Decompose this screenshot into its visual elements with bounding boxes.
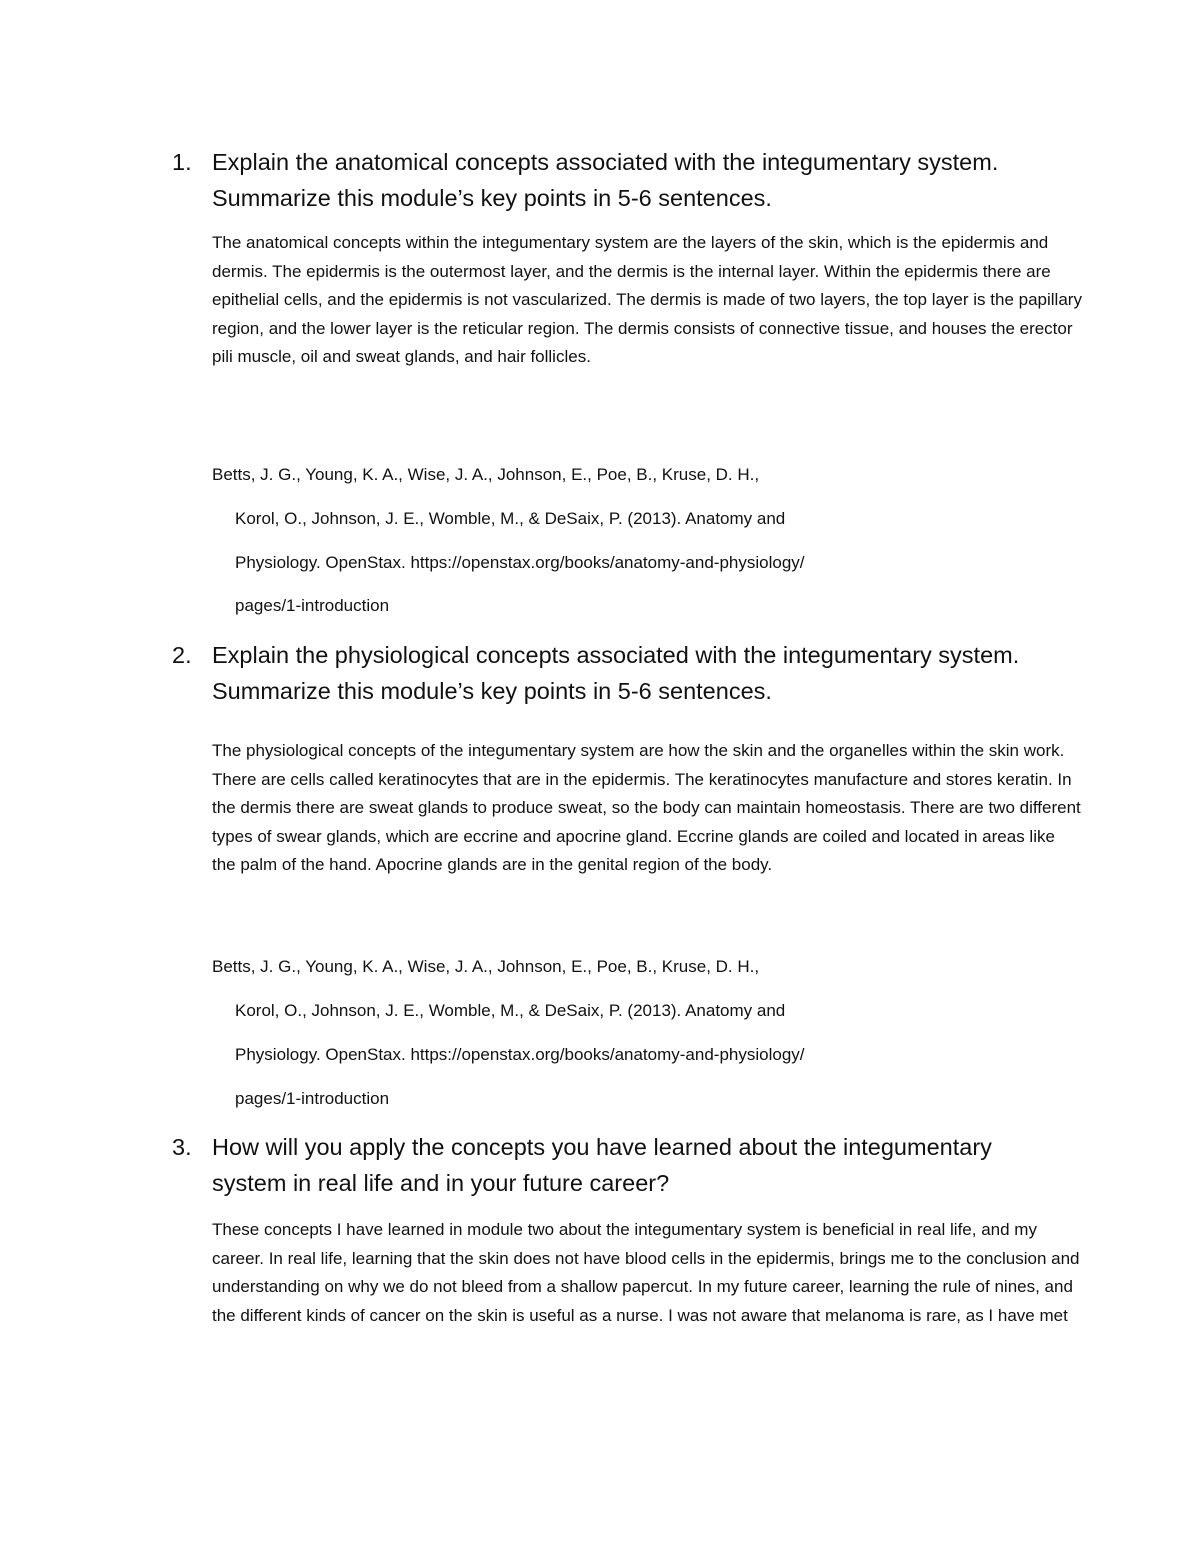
citation-2-line-1: Betts, J. G., Young, K. A., Wise, J. A., Johnson, E., Poe, B., Kruse, D. H., [212,957,760,976]
citation-1-line-1: Betts, J. G., Young, K. A., Wise, J. A., Johnson, E., Poe, B., Kruse, D. H., [212,465,760,484]
question-number: 3. [172,1134,192,1160]
citation-1-line-4: pages/1-introduction [235,596,390,615]
citation-1-line-3: Physiology. OpenStax. https://openstax.org/books/anatomy-and-physiology/ [235,553,805,572]
answer-2-paragraph: The physiological concepts of the integumentary system are how the skin and the organelles within the skin work. There are cells called keratinocytes that are in the epidermis. The keratinocytes manufacture and stores keratin. In the dermis there are sweat glands to produce sweat, so the body can maintain homeostasis. There are two different types of swear glands, which are eccrine and apocrine gland. Eccrine glands are coiled and located in areas like the palm of the hand. Apocrine glands are in the genital region of the body. [212,741,1081,874]
citation-2-line-2: Korol, O., Johnson, J. E., Womble, M., & DeSaix, P. (2013). Anatomy and [235,1001,786,1020]
citation-1-line-2: Korol, O., Johnson, J. E., Womble, M., & DeSaix, P. (2013). Anatomy and [235,509,786,528]
answer-1-paragraph: The anatomical concepts within the integumentary system are the layers of the skin, which is the epidermis and dermis. The epidermis is the outermost layer, and the dermis is the internal layer. Within the epidermis there are epithelial cells, and the epidermis is not vascularized. The dermis is made of two layers, the top layer is the papillary region, and the lower layer is the reticular region. The dermis consists of connective tissue, and houses the erector pili muscle, oil and sweat glands, and hair follicles. [212,233,1082,366]
question-number: 2. [172,642,192,668]
question-number: 1. [172,149,192,175]
answer-3-paragraph: These concepts I have learned in module two about the integumentary system is beneficial in real life, and my career. In real life, learning that the skin does not have blood cells in the epidermis, brings me to the conclusion and understanding on why we do not bleed from a shallow papercut. In my future career, learning the rule of nines, and the different kinds of cancer on the skin is useful as a nurse. I was not aware that melanoma is rare, as I have met [212,1220,1080,1325]
question-text: Explain the anatomical concepts associated with the integumentary system. Summarize this module’s key points in 5-6 sentences. [212,149,999,211]
question-text: How will you apply the concepts you have learned about the integumentary system in real life and in your future career? [212,1134,992,1196]
citation-2-line-3: Physiology. OpenStax. https://openstax.org/books/anatomy-and-physiology/ [235,1045,805,1064]
question-1-heading [172,144,1072,216]
question-text: Explain the physiological concepts associated with the integumentary system. Summarize this module’s key points in 5-6 sentences. [212,642,1020,704]
citation-2-line-4: pages/1-introduction [235,1089,390,1108]
question-3-heading [172,1129,1072,1201]
question-2-heading [172,637,1072,709]
